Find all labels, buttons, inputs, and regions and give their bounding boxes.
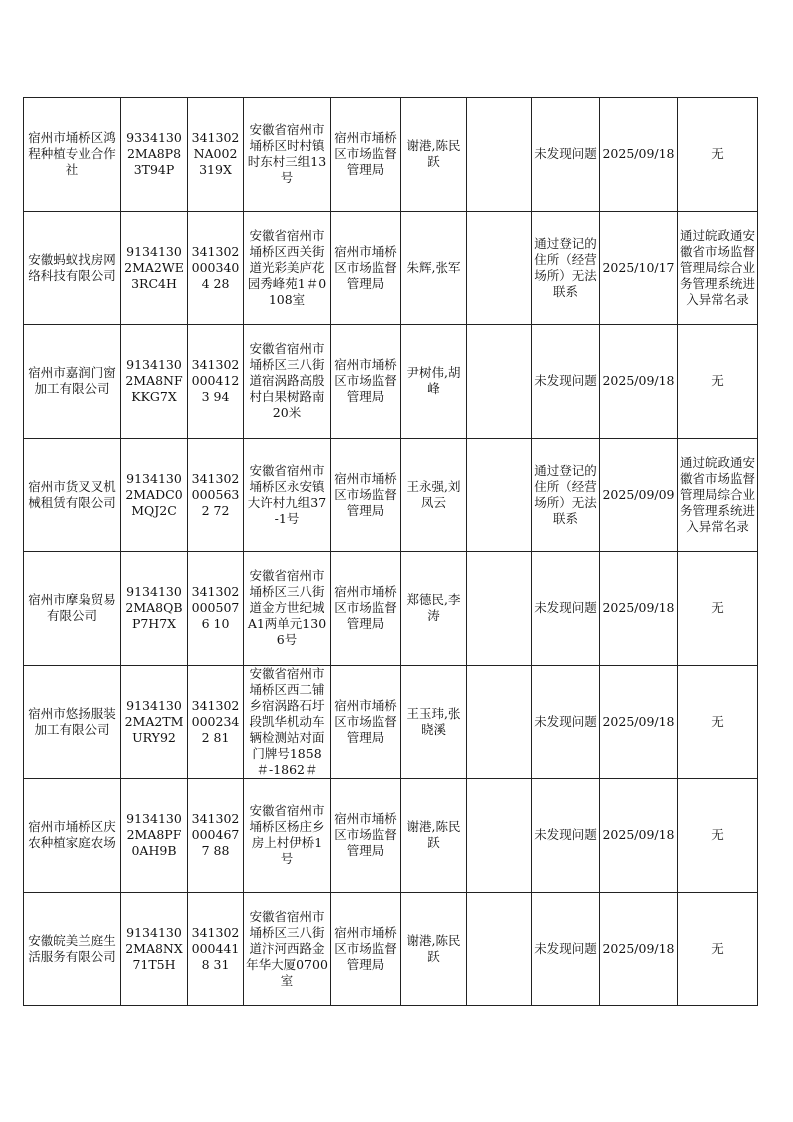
- date-cell: 2025/09/18: [600, 892, 678, 1006]
- empty-cell: [467, 552, 532, 666]
- action-cell: 无: [678, 665, 758, 779]
- address-cell: 安徽省宿州市埇桥区三八街道汴河西路金年华大厦0700室: [244, 892, 331, 1006]
- company-name-cell: 宿州市埇桥区庆农种植家庭农场: [24, 779, 121, 893]
- table-row: [24, 211, 758, 325]
- date-cell: 2025/09/18: [600, 98, 678, 212]
- inspectors-cell: 郑德民,李涛: [401, 552, 467, 666]
- company-name-cell: 宿州市嘉润门窗加工有限公司: [24, 325, 121, 439]
- result-cell: 通过登记的住所（经营场所）无法联系: [532, 438, 600, 552]
- empty-cell: [467, 892, 532, 1006]
- empty-cell: [467, 98, 532, 212]
- date-cell: 2025/09/18: [600, 552, 678, 666]
- address-cell: 安徽省宿州市埇桥区西关街道光彩美庐花园秀峰苑1＃0108室: [244, 211, 331, 325]
- credit-code-cell: 91341302MA8QBP7H7X: [121, 552, 188, 666]
- result-cell: 未发现问题: [532, 98, 600, 212]
- authority-cell: 宿州市埇桥区市场监督管理局: [331, 779, 401, 893]
- authority-cell: 宿州市埇桥区市场监督管理局: [331, 665, 401, 779]
- registration-number-cell: 3413020004123 94: [188, 325, 244, 439]
- registration-number-cell: 3413020004677 88: [188, 779, 244, 893]
- action-cell: 通过皖政通安徽省市场监督管理局综合业务管理系统进入异常名录: [678, 438, 758, 552]
- action-cell: 无: [678, 892, 758, 1006]
- action-cell: 无: [678, 779, 758, 893]
- authority-cell: 宿州市埇桥区市场监督管理局: [331, 892, 401, 1006]
- empty-cell: [467, 438, 532, 552]
- company-name-cell: 宿州市悠扬服装加工有限公司: [24, 665, 121, 779]
- table-row: [24, 98, 758, 212]
- address-cell: 安徽省宿州市埇桥区永安镇大许村九组37-1号: [244, 438, 331, 552]
- credit-code-cell: 91341302MA8NFKKG7X: [121, 325, 188, 439]
- table-row: [24, 665, 758, 779]
- result-cell: 未发现问题: [532, 325, 600, 439]
- authority-cell: 宿州市埇桥区市场监督管理局: [331, 438, 401, 552]
- registration-number-cell: 3413020004418 31: [188, 892, 244, 1006]
- action-cell: 无: [678, 98, 758, 212]
- inspectors-cell: 谢港,陈民跃: [401, 779, 467, 893]
- result-cell: 未发现问题: [532, 552, 600, 666]
- result-cell: 未发现问题: [532, 665, 600, 779]
- action-cell: 通过皖政通安徽省市场监督管理局综合业务管理系统进入异常名录: [678, 211, 758, 325]
- result-cell: 未发现问题: [532, 779, 600, 893]
- authority-cell: 宿州市埇桥区市场监督管理局: [331, 552, 401, 666]
- inspectors-cell: 王永强,刘凤云: [401, 438, 467, 552]
- table-row: [24, 779, 758, 893]
- empty-cell: [467, 665, 532, 779]
- address-cell: 安徽省宿州市埇桥区三八街道宿涡路高殷村白果树路南20米: [244, 325, 331, 439]
- credit-code-cell: 91341302MA2WE3RC4H: [121, 211, 188, 325]
- table-row: [24, 892, 758, 1006]
- address-cell: 安徽省宿州市埇桥区时村镇时东村三组13号: [244, 98, 331, 212]
- credit-code-cell: 91341302MADC0MQJ2C: [121, 438, 188, 552]
- company-name-cell: 安徽蚂蚁找房网络科技有限公司: [24, 211, 121, 325]
- inspectors-cell: 尹树伟,胡峰: [401, 325, 467, 439]
- date-cell: 2025/10/17: [600, 211, 678, 325]
- authority-cell: 宿州市埇桥区市场监督管理局: [331, 211, 401, 325]
- inspection-table: [23, 97, 758, 1006]
- registration-number-cell: 3413020002342 81: [188, 665, 244, 779]
- result-cell: 未发现问题: [532, 892, 600, 1006]
- company-name-cell: 宿州市货叉叉机械租赁有限公司: [24, 438, 121, 552]
- company-name-cell: 宿州市摩枭贸易有限公司: [24, 552, 121, 666]
- inspectors-cell: 谢港,陈民跃: [401, 98, 467, 212]
- address-cell: 安徽省宿州市埇桥区西二铺乡宿涡路石圩段凯华机动车辆检测站对面门牌号1858＃-1862＃: [244, 665, 331, 779]
- table-row: [24, 438, 758, 552]
- inspectors-cell: 朱辉,张军: [401, 211, 467, 325]
- registration-number-cell: 3413020003404 28: [188, 211, 244, 325]
- result-cell: 通过登记的住所（经营场所）无法联系: [532, 211, 600, 325]
- date-cell: 2025/09/18: [600, 665, 678, 779]
- credit-code-cell: 91341302MA8NX71T5H: [121, 892, 188, 1006]
- table-row: [24, 552, 758, 666]
- date-cell: 2025/09/18: [600, 325, 678, 439]
- empty-cell: [467, 325, 532, 439]
- registration-number-cell: 3413020005076 10: [188, 552, 244, 666]
- credit-code-cell: 91341302MA2TMURY92: [121, 665, 188, 779]
- address-cell: 安徽省宿州市埇桥区杨庄乡房上村伊桥1号: [244, 779, 331, 893]
- action-cell: 无: [678, 325, 758, 439]
- empty-cell: [467, 211, 532, 325]
- registration-number-cell: 341302NA002319X: [188, 98, 244, 212]
- credit-code-cell: 91341302MA8PF0AH9B: [121, 779, 188, 893]
- inspectors-cell: 谢港,陈民跃: [401, 892, 467, 1006]
- authority-cell: 宿州市埇桥区市场监督管理局: [331, 325, 401, 439]
- registration-number-cell: 3413020005632 72: [188, 438, 244, 552]
- address-cell: 安徽省宿州市埇桥区三八街道金方世纪城A1两单元1306号: [244, 552, 331, 666]
- authority-cell: 宿州市埇桥区市场监督管理局: [331, 98, 401, 212]
- table-row: [24, 325, 758, 439]
- date-cell: 2025/09/09: [600, 438, 678, 552]
- date-cell: 2025/09/18: [600, 779, 678, 893]
- credit-code-cell: 93341302MA8P83T94P: [121, 98, 188, 212]
- inspectors-cell: 王玉玮,张晓溪: [401, 665, 467, 779]
- company-name-cell: 宿州市埇桥区鸿程种植专业合作社: [24, 98, 121, 212]
- company-name-cell: 安徽皖美兰庭生活服务有限公司: [24, 892, 121, 1006]
- action-cell: 无: [678, 552, 758, 666]
- empty-cell: [467, 779, 532, 893]
